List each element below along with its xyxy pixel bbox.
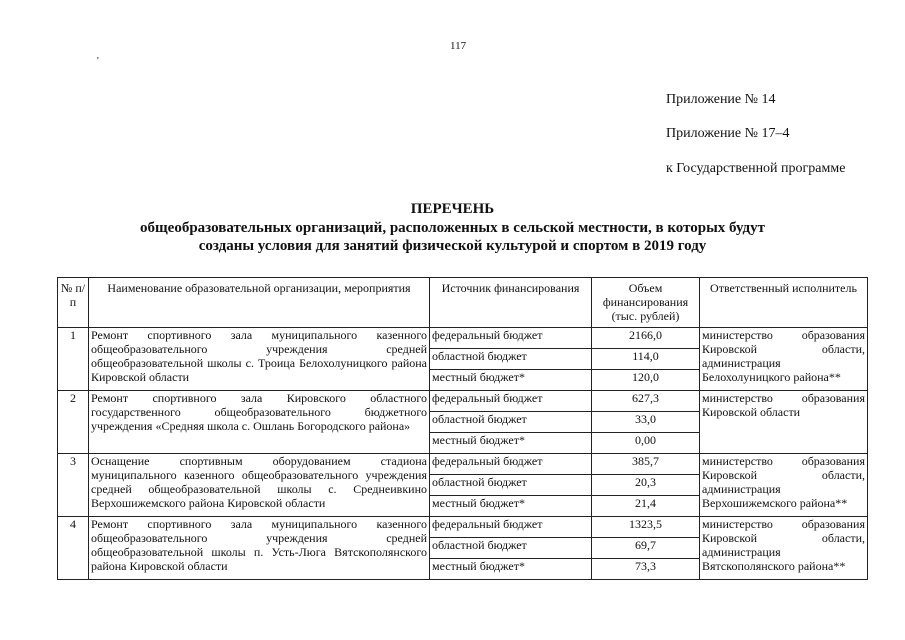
funding-table: [57, 277, 868, 580]
funding-amount: 120,0: [592, 370, 700, 391]
funding-source: местный бюджет*: [430, 559, 592, 580]
funding-source: федеральный бюджет: [430, 391, 592, 412]
funding-amount: 69,7: [592, 538, 700, 559]
funding-amount: 21,4: [592, 496, 700, 517]
row-name: Ремонт спортивного зала муниципального казенного общеобразовательного учреждения средней общеобразовательной школы п. Усть-Люга Вятскополянского района Кировской области: [89, 517, 430, 580]
row-number: 1: [58, 328, 89, 391]
funding-source: федеральный бюджет: [430, 517, 592, 538]
funding-amount: 114,0: [592, 349, 700, 370]
document-subtitle-line-1: общеобразовательных организаций, расположенных в сельской местности, в которых будут: [140, 220, 765, 236]
funding-amount: 20,3: [592, 475, 700, 496]
funding-source: местный бюджет*: [430, 496, 592, 517]
funding-amount: 33,0: [592, 412, 700, 433]
document-subtitle-line-2: созданы условия для занятий физической культурой и спортом в 2019 году: [198, 238, 707, 254]
funding-amount: 2166,0: [592, 328, 700, 349]
table-row: [58, 517, 868, 538]
funding-source: федеральный бюджет: [430, 328, 592, 349]
page-mark: ': [97, 56, 99, 67]
table-row: [58, 391, 868, 412]
funding-source: областной бюджет: [430, 412, 592, 433]
table-row: [58, 454, 868, 475]
funding-source: федеральный бюджет: [430, 454, 592, 475]
document-title: ПЕРЕЧЕНЬ: [410, 201, 495, 217]
page-number: 117: [450, 40, 467, 52]
table-header-row: [58, 278, 868, 328]
appendix-line-3: к Государственной программе: [666, 161, 846, 176]
funding-source: областной бюджет: [430, 475, 592, 496]
header-executor: Ответственный исполнитель: [700, 278, 868, 328]
header-source: Источник финансирования: [430, 278, 592, 328]
row-executor: министерство образования Кировской области, администрация Верхошижемского района**: [700, 454, 868, 517]
appendix-line-1: Приложение № 14: [666, 92, 776, 107]
funding-amount: 73,3: [592, 559, 700, 580]
funding-amount: 627,3: [592, 391, 700, 412]
funding-source: областной бюджет: [430, 538, 592, 559]
row-number: 2: [58, 391, 89, 454]
row-name: Ремонт спортивного зала Кировского областного государственного общеобразовательного бюджетного учреждения «Средняя школа с. Ошлань Богородского района»: [89, 391, 430, 454]
row-name: Ремонт спортивного зала муниципального казенного общеобразовательного учреждения средней общеобразовательной школы с. Троица Белохолуницкого района Кировской области: [89, 328, 430, 391]
funding-amount: 1323,5: [592, 517, 700, 538]
funding-amount: 385,7: [592, 454, 700, 475]
header-name: Наименование образовательной организации, мероприятия: [89, 278, 430, 328]
appendix-line-2: Приложение № 17–4: [666, 126, 790, 141]
funding-amount: 0,00: [592, 433, 700, 454]
header-amount: Объем финансирования (тыс. рублей): [592, 278, 700, 328]
row-executor: министерство образования Кировской области, администрация Белохолуницкого района**: [700, 328, 868, 391]
funding-source: местный бюджет*: [430, 433, 592, 454]
table-row: [58, 328, 868, 349]
row-name: Оснащение спортивным оборудованием стадиона муниципального казенного общеобразовательного учреждения средней общеобразовательной школы с. Среднеивкино Верхошижемского района Кировской области: [89, 454, 430, 517]
row-number: 4: [58, 517, 89, 580]
funding-source: областной бюджет: [430, 349, 592, 370]
row-executor: министерство образования Кировской области: [700, 391, 868, 454]
header-num: № п/п: [58, 278, 89, 328]
row-executor: министерство образования Кировской области, администрация Вятскополянского района**: [700, 517, 868, 580]
row-number: 3: [58, 454, 89, 517]
funding-source: местный бюджет*: [430, 370, 592, 391]
